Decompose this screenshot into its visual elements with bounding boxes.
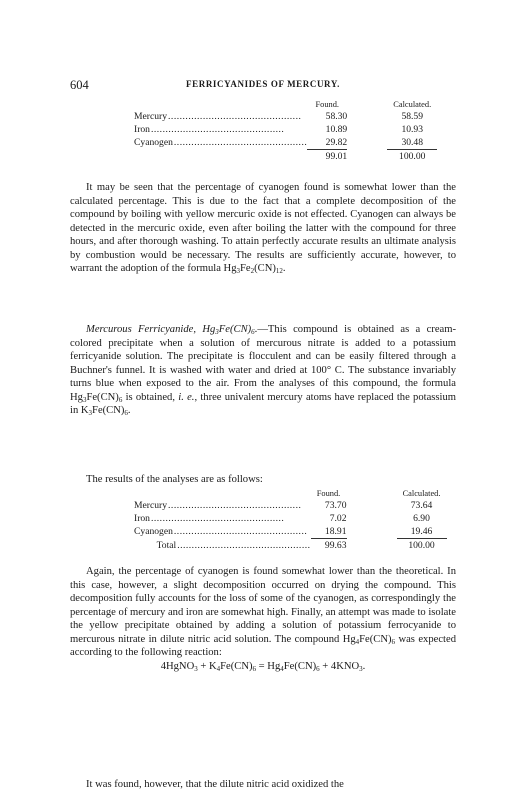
table-row: Iron.............................................. 7.02 6.90	[134, 512, 447, 525]
total-calculated: 100.00	[387, 150, 437, 164]
table-row: Mercury.............................................. 73.70 73.64	[134, 499, 447, 512]
row-calculated: 10.93	[401, 124, 424, 135]
row-found: 29.82	[325, 137, 348, 148]
page-header	[70, 78, 456, 92]
row-label: Iron	[134, 124, 150, 135]
row-label: Cyanogen	[134, 137, 173, 149]
table-row: Iron.............................................. 10.89 10.93	[134, 123, 437, 136]
paragraph-1: It may be seen that the percentage of cyanogen found is somewhat lower than the calculated percentage. This is due to the fact that a complete decomposition of the compound by boiling with yellow mercuric oxide is not effected. Cyanogen can always be detected in the mercuric oxide, even after boiling the latter with the compound for three hours, and after thorough washing. To attain perfectly accurate results an ultimate analysis by combustion would be necessary. The results are sufficiently accurate, however, to warrant the adoption of the formula $Hg_3Fe_2(CN)_{12}$.	[70, 182, 456, 276]
column-found: Found.	[316, 489, 341, 498]
row-found: 18.91	[324, 526, 347, 537]
section-title: Mercurous Ferricyanide, $Hg_3Fe(CN)_6$	[86, 324, 255, 336]
column-calculated: Calculated.	[393, 100, 432, 109]
analysis-table-2	[134, 488, 447, 552]
running-title: FERRICYANIDES OF MERCURY.	[186, 79, 340, 89]
table-header-row	[134, 99, 437, 110]
row-found: 58.30	[325, 111, 348, 122]
page-number: 604	[70, 78, 89, 92]
column-found: Found.	[315, 100, 339, 109]
table-header-row	[134, 488, 447, 499]
chemical-equation: 4HgNO$_3$ + $K_4Fe(CN)_6 = Hg_4Fe(CN)_6 + 4KNO_3$.	[160, 660, 366, 673]
row-calculated: 58.59	[401, 111, 424, 122]
row-calculated: 19.46	[410, 526, 433, 537]
row-calculated: 6.90	[413, 513, 430, 524]
row-label: Iron	[134, 513, 150, 524]
table-row: Mercury.............................................. 58.30 58.59	[134, 110, 437, 123]
column-calculated: Calculated.	[402, 489, 441, 498]
row-found: 73.70	[324, 500, 347, 511]
row-calculated: 30.48	[401, 137, 424, 148]
row-label: Mercury	[134, 500, 168, 511]
table-total-row	[134, 150, 437, 164]
row-label: Cyanogen	[134, 526, 173, 538]
row-calculated: 73.64	[410, 500, 433, 511]
total-found: 99.63	[311, 539, 347, 553]
paragraph-5: It was found, however, that the dilute nitric acid oxidized the	[86, 779, 344, 790]
row-label: Mercury	[134, 111, 168, 122]
row-found: 10.89	[325, 124, 348, 135]
table-total-row: Total.............................................. 99.63 100.00	[134, 539, 447, 553]
table-row: Cyanogen.............................................. 29.82 30.48	[134, 136, 437, 150]
total-label: Total	[156, 539, 177, 551]
table-row: Cyanogen.............................................. 18.91 19.46	[134, 525, 447, 539]
paragraph-2: Mercurous Ferricyanide, $Hg_3Fe(CN)_6.—This$ compound is obtained as a cream-colored precipitate when a solution of mercurous nitrate is added to a potassium ferricyanide solution. The precipitate is flocculent and can be easily filtered through a Buchner's funnel. It is washed with water and dried at 100° C. The substance invariably turns blue when exposed to the air. From the analyses of this compound, the formula $Hg_3Fe(CN)_6$ is obtained, i. e., three univalent mercury atoms have replaced the potassium in $K_3Fe(CN)_6$.	[70, 324, 457, 418]
total-calculated: 100.00	[397, 539, 447, 553]
total-found: 99.01	[307, 150, 347, 164]
analysis-table-1	[134, 99, 437, 163]
paragraph-4: Again, the percentage of cyanogen is found somewhat lower than the theoretical. In this case, however, a slight decomposition occurred on drying the compound. This decomposition fully accounts for the loss of some of the cyanogen, as correspondingly the percentage of mercury and iron are somewhat high. Finally, an attempt was made to isolate the yellow precipitate obtained by adding a solution of potassium ferrocyanide to mercurous nitrate in dilute nitric acid solution. The compound $Hg_4Fe(CN)_6$ was expected according to the following reaction: 4HgNO$_3$ + $K_4Fe(CN)_6 = Hg_4Fe(CN)_6 + 4KNO_3$.	[70, 566, 456, 673]
row-found: 7.02	[329, 513, 347, 524]
paragraph-3: The results of the analyses are as follows:	[86, 474, 263, 485]
